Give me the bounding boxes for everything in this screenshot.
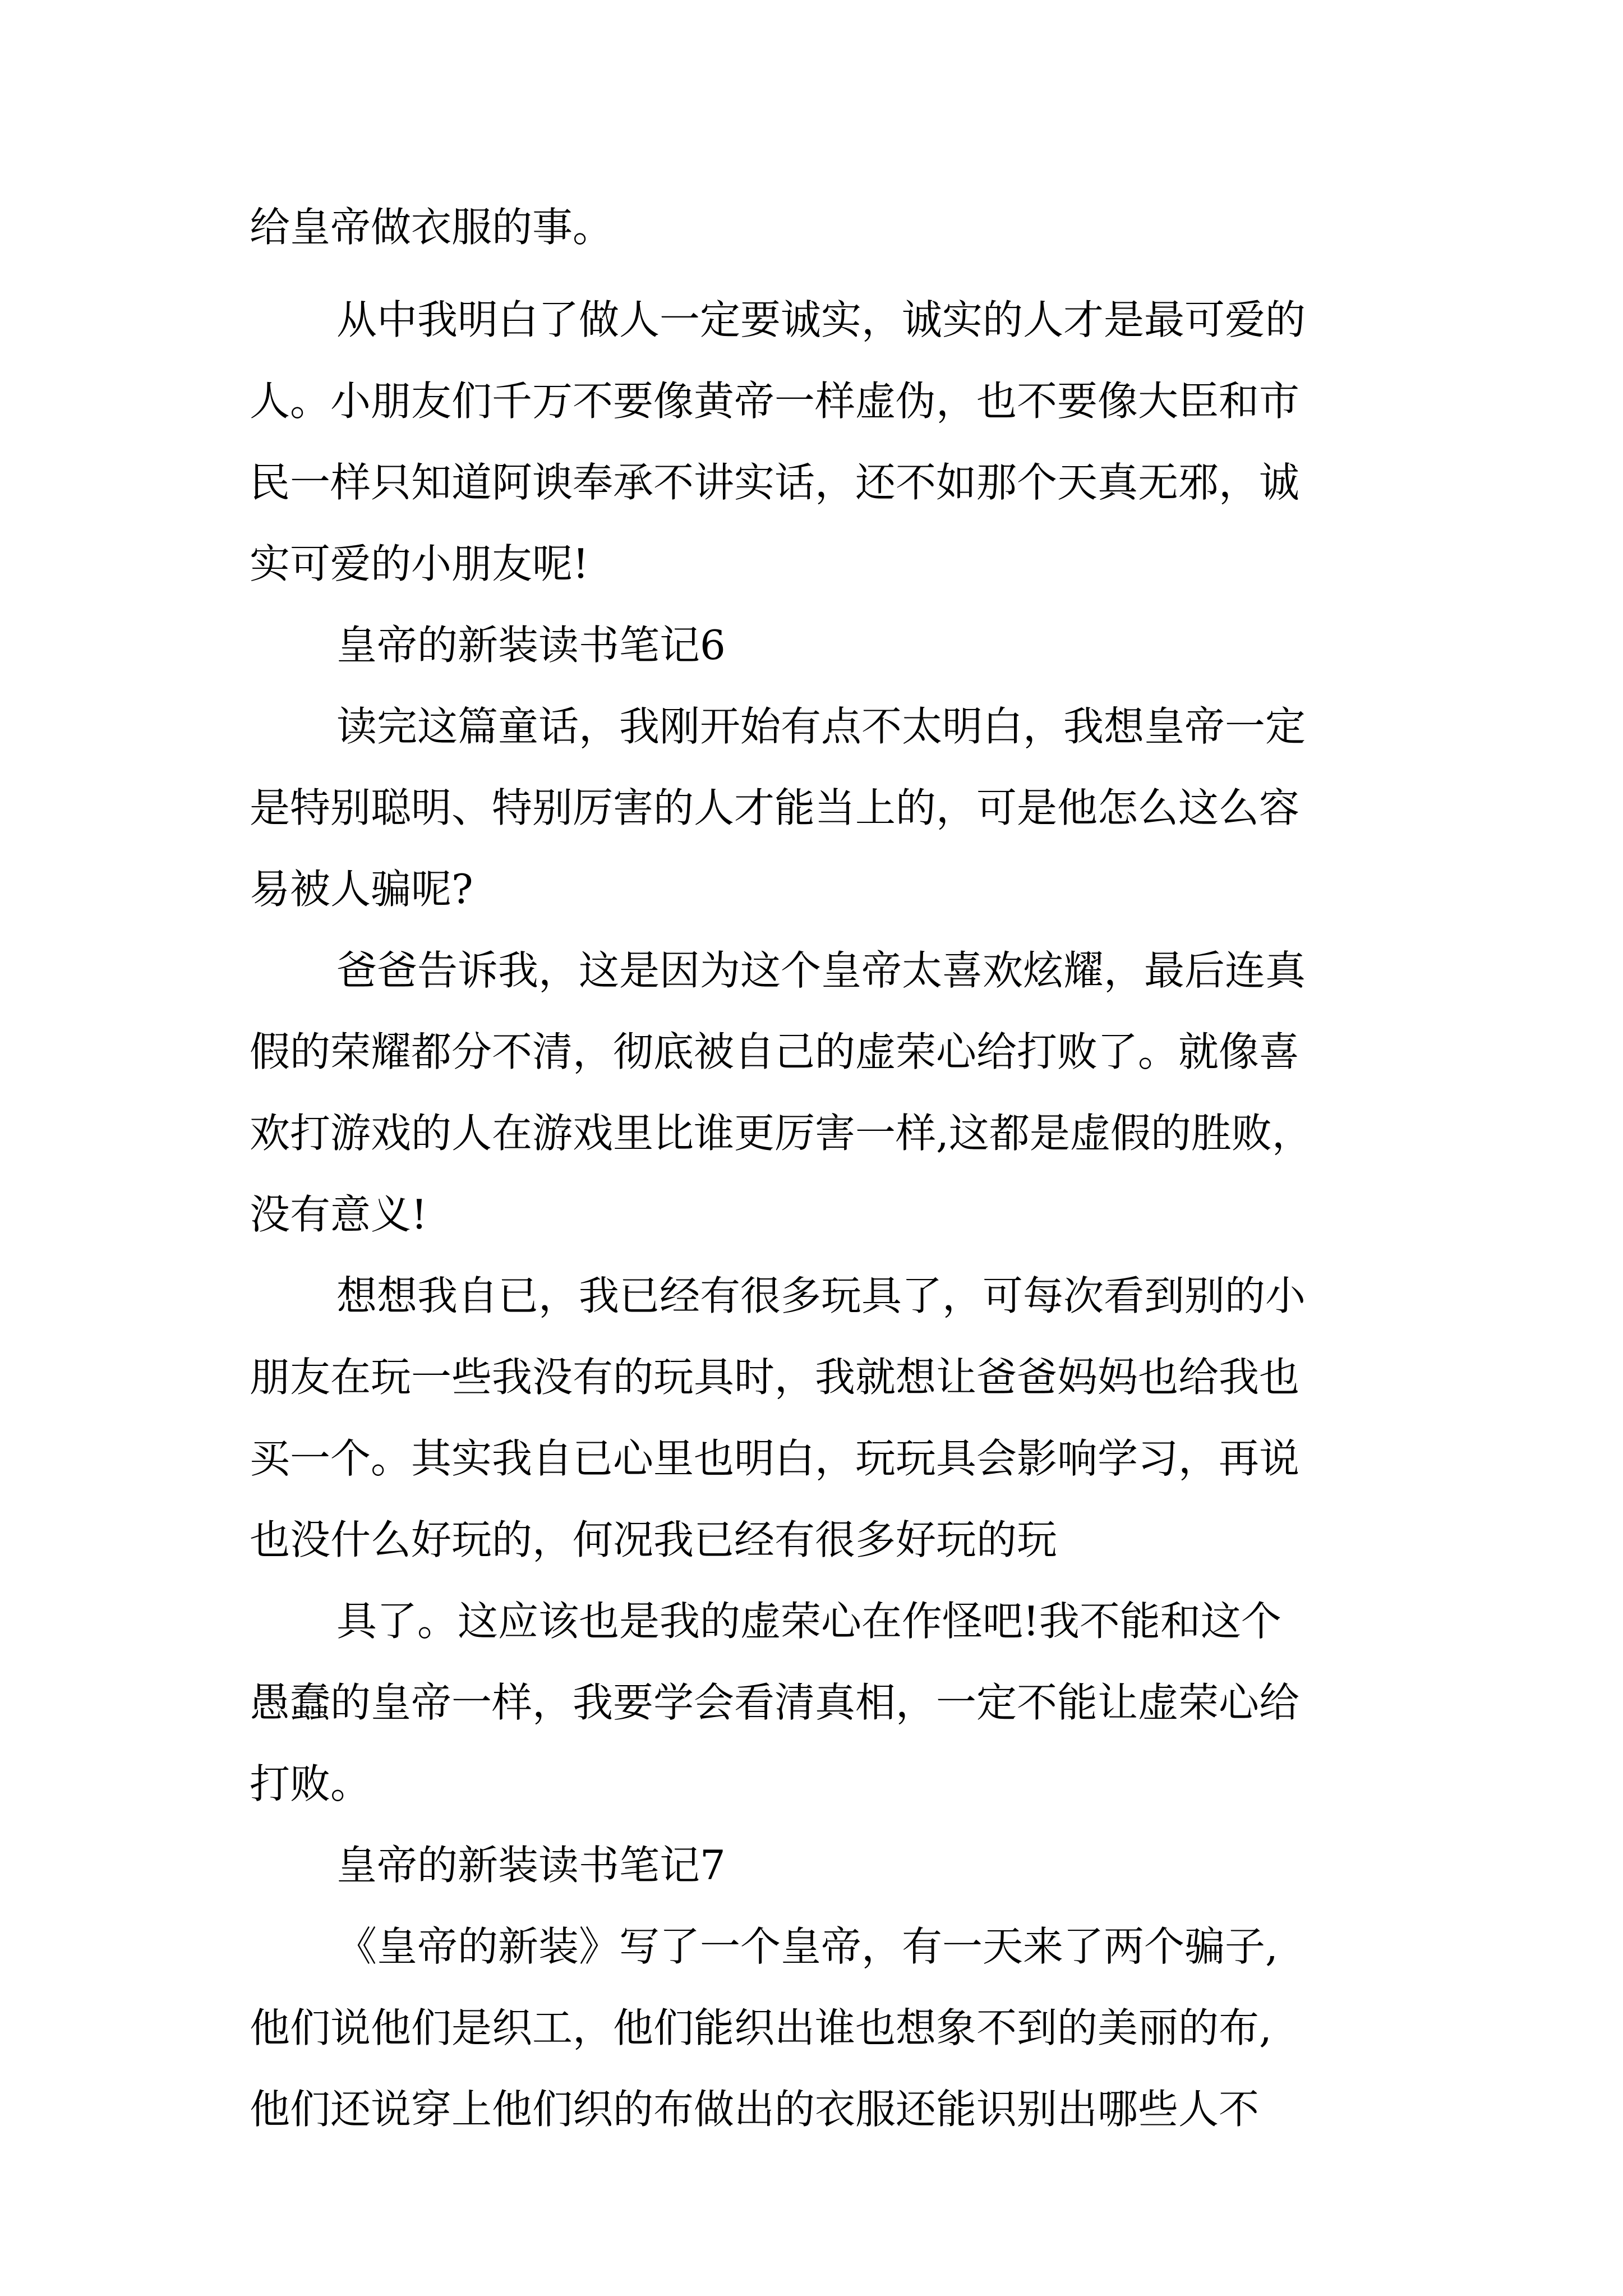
- text-line: 实可爱的小朋友呢!: [250, 540, 589, 587]
- text-line: 愚蠢的皇帝一样，我要学会看清真相，一定不能让虚荣心给: [250, 1679, 1300, 1726]
- text-line: 他们还说穿上他们织的布做出的衣服还能识别出哪些人不: [250, 2086, 1260, 2133]
- section-heading: 皇帝的新装读书笔记7: [336, 1842, 726, 1889]
- text-line: 民一样只知道阿谀奉承不讲实话，还不如那个天真无邪，诚: [250, 459, 1300, 506]
- text-line: 从中我明白了做人一定要诚实，诚实的人才是最可爱的: [336, 296, 1306, 343]
- text-line: 假的荣耀都分不清，彻底被自己的虚荣心给打败了。就像喜: [250, 1028, 1300, 1075]
- text-line: 也没什么好玩的，何况我已经有很多好玩的玩: [250, 1516, 1058, 1563]
- text-line: 是特别聪明、特别厉害的人才能当上的，可是他怎么这么容: [250, 784, 1300, 831]
- text-line: 买一个。其实我自已心里也明白，玩玩具会影响学习，再说: [250, 1435, 1300, 1482]
- text-line: 易被人骗呢?: [250, 866, 473, 913]
- text-line: 他们说他们是织工，他们能织出谁也想象不到的美丽的布,: [250, 2004, 1272, 2051]
- text-line: 具了。这应该也是我的虚荣心在作怪吧!我不能和这个: [336, 1598, 1281, 1645]
- text-line: 没有意义!: [250, 1191, 427, 1238]
- text-line: 朋友在玩一些我没有的玩具时，我就想让爸爸妈妈也给我也: [250, 1354, 1300, 1401]
- text-line: 打败。: [250, 1760, 371, 1807]
- text-line: 《皇帝的新装》写了一个皇帝，有一天来了两个骗子,: [336, 1923, 1278, 1970]
- text-line: 人。小朋友们千万不要像黄帝一样虚伪，也不要像大臣和市: [250, 378, 1300, 425]
- text-line: 欢打游戏的人在游戏里比谁更厉害一样,这都是虚假的胜败，: [250, 1110, 1312, 1157]
- text-line: 读完这篇童话，我刚开始有点不太明白，我想皇帝一定: [336, 703, 1306, 750]
- text-line: 给皇帝做衣服的事。: [250, 204, 614, 251]
- text-line: 爸爸告诉我，这是因为这个皇帝太喜欢炫耀，最后连真: [336, 947, 1306, 994]
- section-heading: 皇帝的新装读书笔记6: [336, 622, 726, 669]
- text-line: 想想我自已，我已经有很多玩具了，可每次看到别的小: [336, 1272, 1306, 1319]
